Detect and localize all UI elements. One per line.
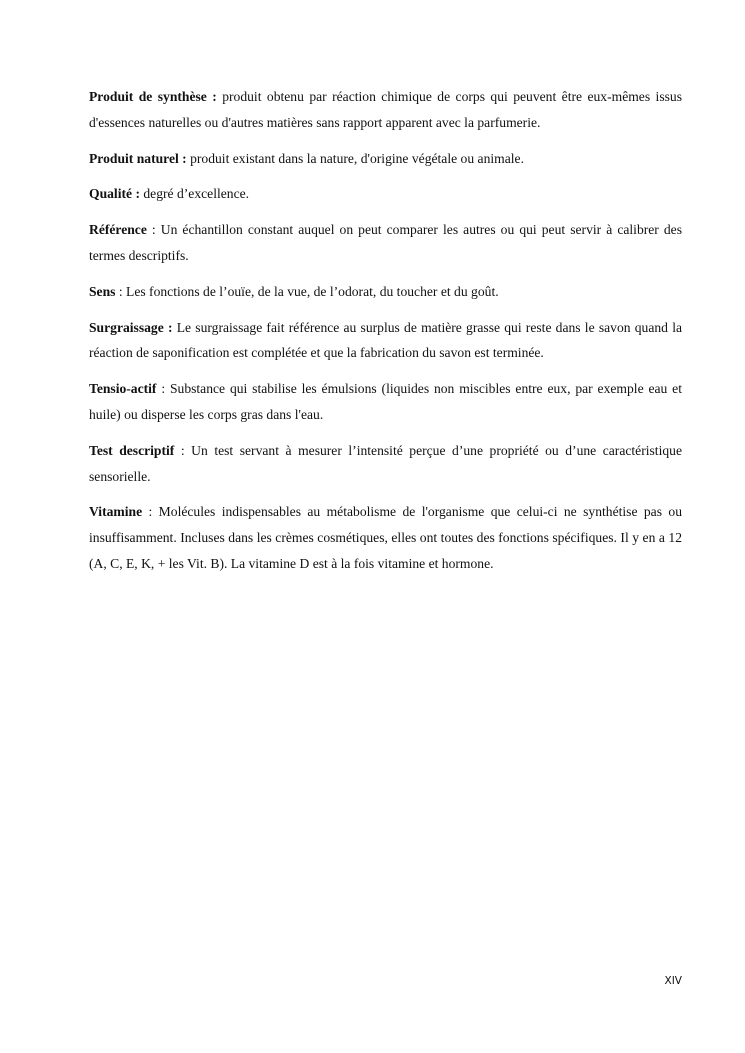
glossary-term: Sens xyxy=(89,283,116,299)
glossary-definition: produit existant dans la nature, d'origine végétale ou animale. xyxy=(186,150,524,166)
glossary-term: Qualité : xyxy=(89,186,140,202)
glossary-definition: : Un échantillon constant auquel on peut comparer les autres ou qui peut servir à calibrer des termes descriptifs. xyxy=(89,222,682,263)
glossary-term: Vitamine xyxy=(89,504,143,520)
glossary-entry-vitamine xyxy=(89,499,682,576)
glossary-term: Référence xyxy=(89,222,147,238)
glossary-entry-produit-naturel xyxy=(89,146,682,172)
glossary-definition: degré d’excellence. xyxy=(139,186,250,202)
glossary-definition: : Substance qui stabilise les émulsions (liquides non miscibles entre eux, par exemple eau et huile) ou disperse les corps gras dans l'eau. xyxy=(89,381,682,422)
glossary-term: Surgraissage : xyxy=(89,319,173,335)
glossary-entry-tensio-actif xyxy=(89,376,682,428)
glossary-entry-test-descriptif xyxy=(89,438,682,490)
page-number: XIV xyxy=(664,975,682,987)
glossary-entry-qualite xyxy=(89,181,682,207)
glossary-definition: : Molécules indispensables au métabolisme de l'organisme que celui-ci ne synthétise pas ou insuffisamment. Incluses dans les crèmes cosmétiques, elles ont toutes des fonctions spécifiques. Il y en a 12 (A, C, E, K, + les Vit. B). La vitamine D est à la fois vitamine et hormone. xyxy=(89,504,682,571)
glossary-entry-reference xyxy=(89,217,682,269)
glossary-definition: Le surgraissage fait référence au surplus de matière grasse qui reste dans le savon quand la réaction de saponification est complétée et que la fabrication du savon est terminée. xyxy=(89,319,682,361)
glossary-section xyxy=(89,84,682,587)
glossary-term: Produit naturel : xyxy=(89,150,187,166)
glossary-definition: : Les fonctions de l’ouïe, de la vue, de l’odorat, du toucher et du goût. xyxy=(115,283,499,299)
glossary-term: Test descriptif xyxy=(89,442,175,458)
glossary-definition: produit obtenu par réaction chimique de corps qui peuvent être eux-mêmes issus d'essences naturelles ou d'autres matières sans rapport apparent avec la parfumerie. xyxy=(89,89,682,130)
glossary-entry-produit-de-synthese xyxy=(89,84,682,136)
glossary-definition: : Un test servant à mesurer l’intensité perçue d’une propriété ou d’une caractéristique sensorielle. xyxy=(89,442,682,484)
glossary-entry-surgraissage xyxy=(89,315,682,367)
glossary-term: Produit de synthèse : xyxy=(89,89,217,104)
glossary-entry-sens xyxy=(89,279,682,305)
glossary-term: Tensio-actif xyxy=(89,381,157,397)
